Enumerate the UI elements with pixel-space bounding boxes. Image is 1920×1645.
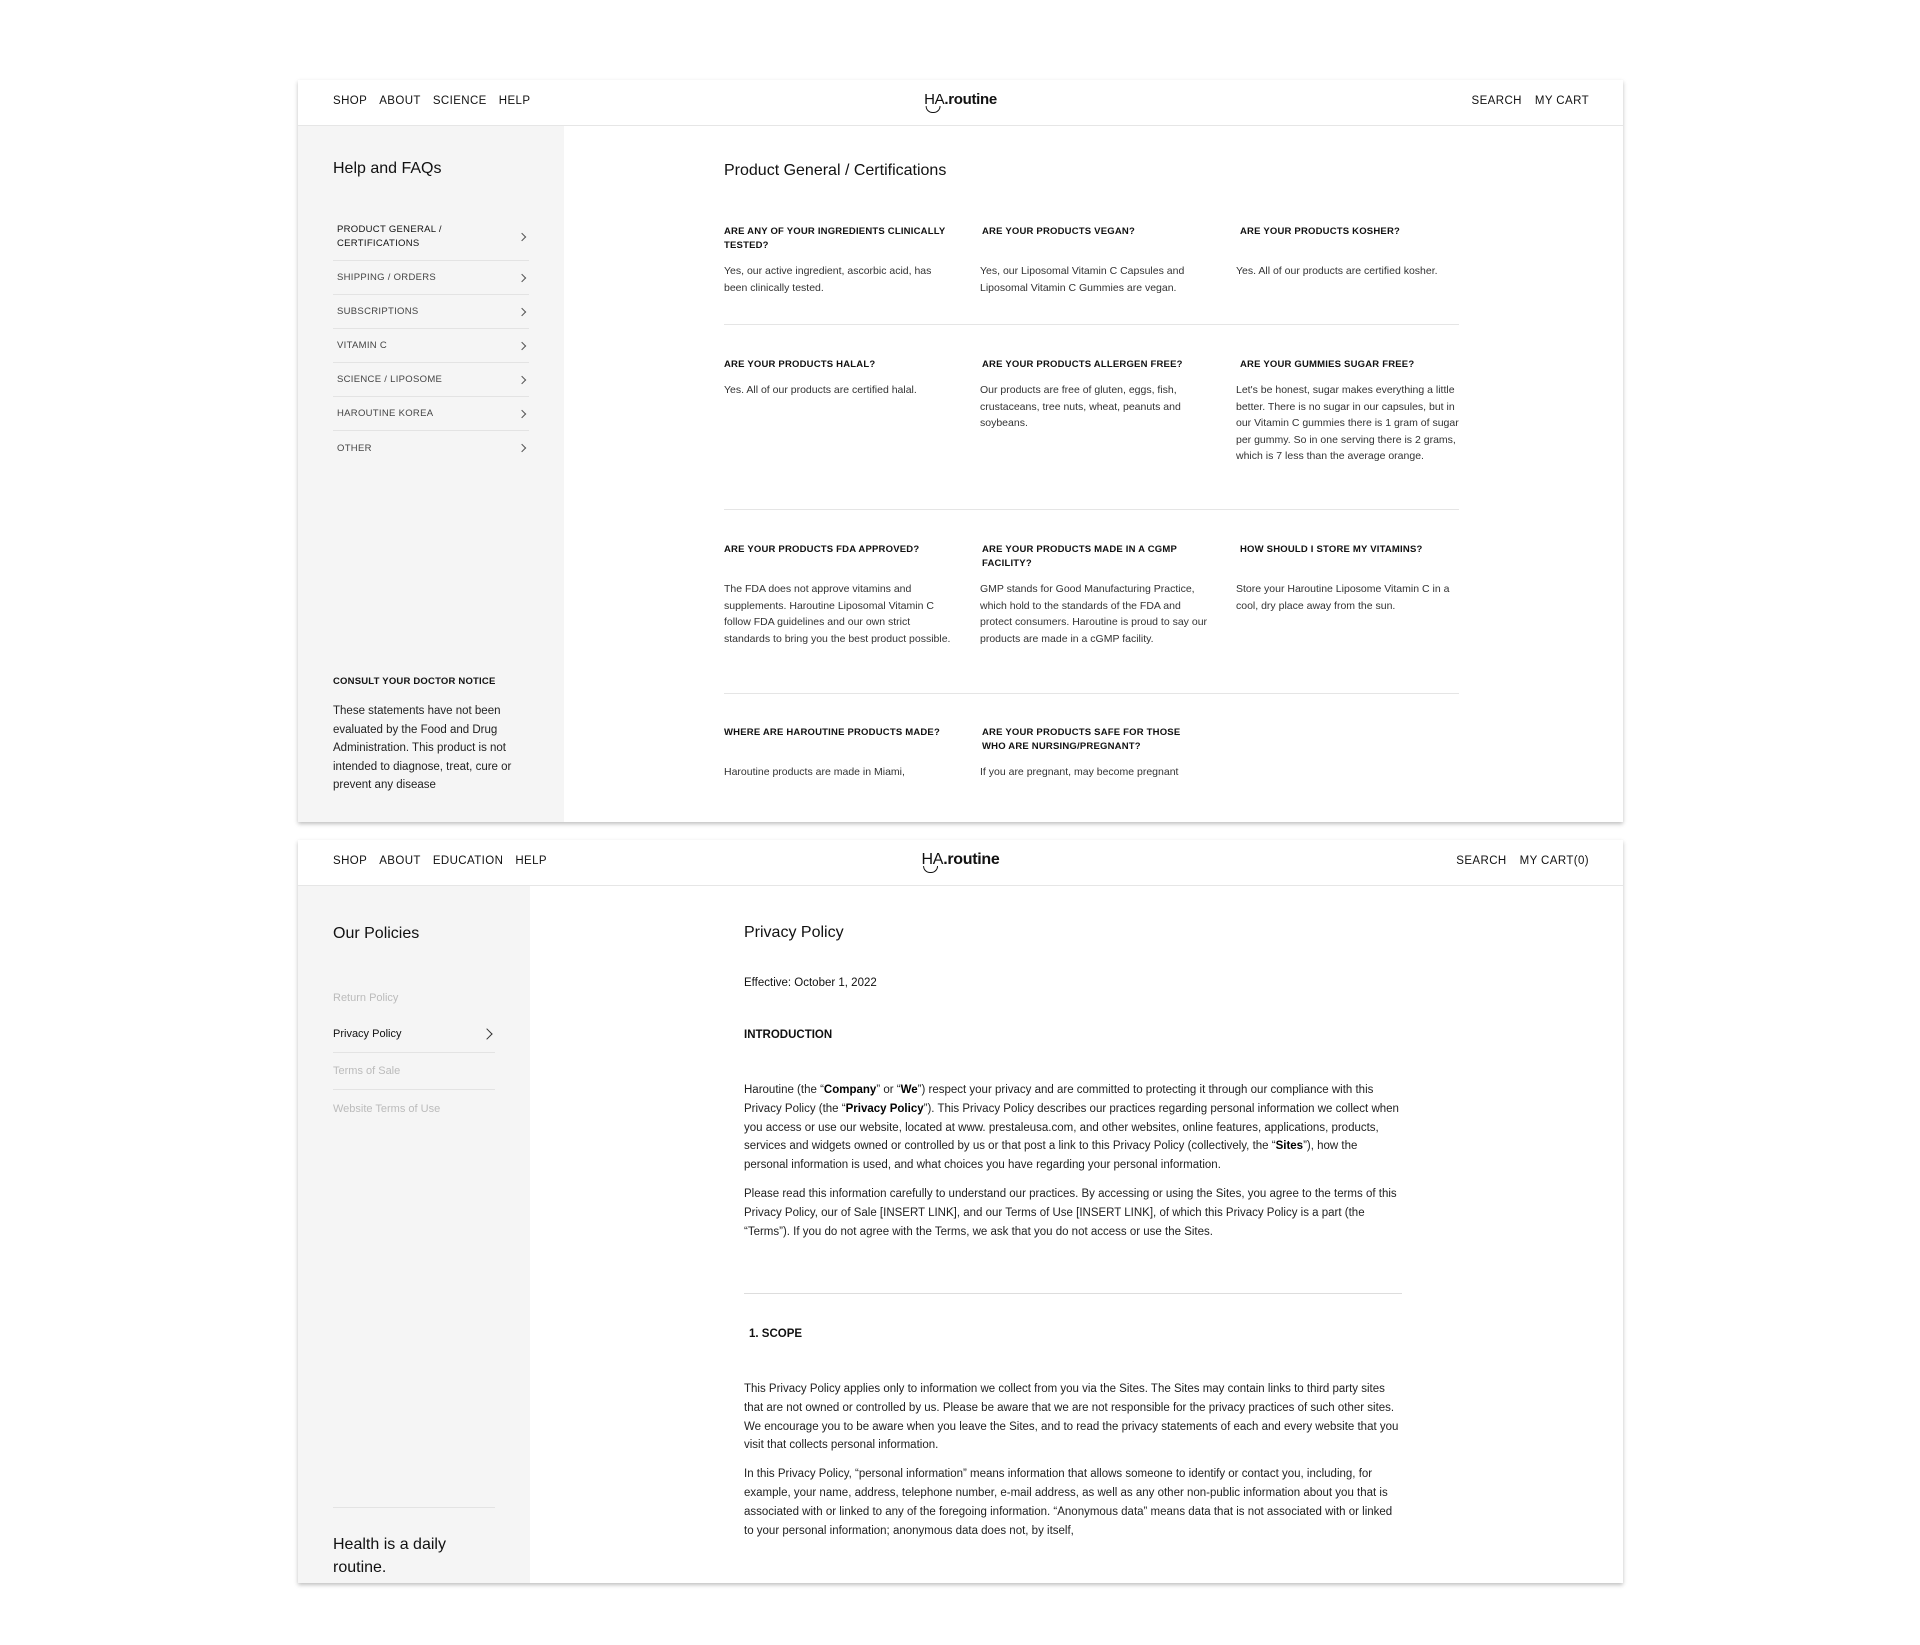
sidebar-item-label: SHIPPING / ORDERS	[337, 272, 437, 283]
chevron-right-icon	[518, 233, 526, 241]
nav-shop[interactable]: SHOP	[333, 95, 368, 107]
section-title: Product General / Certifications	[724, 162, 947, 179]
sidebar-item-label: HAROUTINE KOREA	[337, 408, 434, 419]
sidebar-item-label: SCIENCE / LIPOSOME	[337, 374, 443, 385]
smile-icon	[923, 866, 938, 873]
tagline: Health is a daily routine.	[333, 1536, 446, 1576]
faq-answer: Our products are free of gluten, eggs, fish, crustaceans, tree nuts, wheat, peanuts and soybeans.	[980, 384, 1181, 429]
section-divider	[744, 1293, 1402, 1294]
chevron-right-icon	[518, 409, 526, 417]
nav-education[interactable]: EDUCATION	[432, 855, 504, 867]
faq-answer: Yes, our active ingredient, ascorbic acid, has been clinically tested.	[724, 265, 932, 294]
sidebar-item-website-terms[interactable]	[333, 1090, 495, 1127]
faq-category-list	[333, 214, 529, 465]
faq-entry	[980, 225, 1204, 294]
scope-section	[744, 1380, 1402, 1540]
logo-word: .routine	[943, 851, 1000, 868]
faq-entry	[724, 225, 946, 294]
faq-answer: Yes. All of our products are certified kosher.	[1236, 265, 1438, 277]
faq-entry	[980, 726, 1204, 778]
logo[interactable]	[922, 851, 1000, 869]
faq-answer: Yes. All of our products are certified halal.	[724, 384, 917, 396]
smile-icon	[925, 106, 940, 113]
cart-link[interactable]: MY CART	[1534, 95, 1589, 107]
chevron-right-icon	[518, 444, 526, 452]
faq-answer: If you are pregnant, may become pregnant	[980, 766, 1179, 778]
sidebar-item-other[interactable]	[333, 431, 529, 465]
intro-paragraph-1: Haroutine (the “Company” or “We”) respect your privacy and are committed to protecting it through our compliance with this Privacy Policy (the “Privacy Policy”). This Privacy Policy describes our practices regarding personal information we collect when you access or use our website, located at www. prestaleusa.com, and other websites, online features, applications, products, services and widgets owned or controlled by us or that post a link to this Privacy Policy (collectively, the “Sites”), how the personal information is used, and what choices you have regarding your personal information.	[744, 1084, 1399, 1172]
search-link[interactable]: SEARCH	[1471, 95, 1522, 107]
utility-nav	[1456, 855, 1589, 867]
search-link[interactable]: SEARCH	[1456, 855, 1507, 867]
nav-about[interactable]: ABOUT	[379, 855, 421, 867]
faq-entry	[980, 358, 1204, 429]
header	[298, 80, 1623, 126]
intro-paragraph-2: Please read this information carefully to understand our practices. By accessing or using the Sites, you agree to the terms of this Privacy Policy, our of Sale [INSERT LINK], and our Terms of Use [INSERT LINK], of which this Privacy Policy is a part (the “Terms”). If you do not agree with the Terms, we ask that you do not access or use the Sites.	[744, 1187, 1397, 1238]
faq-screen	[298, 80, 1623, 822]
nav-science[interactable]: SCIENCE	[432, 95, 487, 107]
faq-answer: The FDA does not approve vitamins and supplements. Haroutine Liposomal Vitamin C follow FDA guidelines and our own strict standards to bring you the best product possible.	[724, 583, 951, 645]
nav-help[interactable]: HELP	[498, 95, 531, 107]
faq-entry	[1236, 225, 1462, 277]
tagline-divider	[333, 1507, 495, 1508]
scope-paragraph-2: In this Privacy Policy, “personal information” means information that allows someone to identify or contact you, including, for example, your name, address, telephone number, e-mail address, as well as any other non-public information about you that is associated with or linked to any of the foregoing information. “Anonymous data” means data that is not associated with or linked to your personal information; anonymous data does not, by itself,	[744, 1468, 1393, 1537]
policies-sidebar	[298, 886, 530, 1583]
scope-paragraph-1: This Privacy Policy applies only to information we collect from you via the Sites. The Sites may contain links to third party sites that are not owned or controlled by us. Please be aware that we are not responsible for the privacy practices of such other sites. We encourage you to be aware when you leave the Sites, and to read the privacy statements of each and every website that you visit that collects personal information.	[744, 1383, 1399, 1452]
faq-answer: Yes, our Liposomal Vitamin C Capsules and Liposomal Vitamin C Gummies are vegan.	[980, 265, 1185, 294]
faq-entry	[724, 543, 951, 645]
cart-link[interactable]: MY CART(0)	[1519, 855, 1589, 867]
row-divider	[724, 693, 1459, 694]
faq-question: ARE YOUR PRODUCTS ALLERGEN FREE?	[982, 359, 1183, 370]
faq-answer: GMP stands for Good Manufacturing Practice, which hold to the standards of the FDA and protect consumers. Haroutine is proud to say our products are made in a cGMP facility.	[980, 583, 1208, 645]
doctor-notice-body: These statements have not been evaluated by the Food and Drug Administration. This product is not intended to diagnose, treat, cure or prevent any disease	[333, 705, 512, 791]
nav-about[interactable]: ABOUT	[379, 95, 421, 107]
row-divider	[724, 324, 1459, 325]
doctor-notice-title: CONSULT YOUR DOCTOR NOTICE	[333, 676, 496, 687]
faq-question: ARE YOUR PRODUCTS KOSHER?	[1240, 226, 1401, 237]
faq-entry	[1236, 543, 1462, 612]
sidebar-title: Our Policies	[333, 925, 420, 942]
faq-question: ARE YOUR PRODUCTS FDA APPROVED?	[724, 544, 920, 555]
faq-question: HOW SHOULD I STORE MY VITAMINS?	[1240, 544, 1423, 555]
faq-entry	[724, 726, 946, 778]
logo-word: .routine	[944, 91, 997, 108]
policies-screen	[298, 840, 1623, 1583]
sidebar-item-science[interactable]	[333, 363, 529, 397]
policy-list	[333, 979, 495, 1127]
sidebar-item-label: Privacy Policy	[333, 1028, 402, 1040]
utility-nav	[1472, 95, 1589, 107]
logo-ha: HA	[924, 91, 944, 108]
faq-question: ARE YOUR PRODUCTS MADE IN A CGMP FACILITY?	[982, 544, 1177, 569]
sidebar-item-korea[interactable]	[333, 397, 529, 431]
faq-question: ARE YOUR PRODUCTS VEGAN?	[982, 226, 1135, 237]
faq-answer: Haroutine products are made in Miami,	[724, 766, 905, 778]
header	[298, 840, 1623, 886]
intro-heading: INTRODUCTION	[744, 1029, 833, 1041]
chevron-right-icon	[518, 375, 526, 383]
faq-entry	[724, 358, 946, 396]
main-nav	[333, 855, 547, 867]
logo[interactable]	[924, 91, 997, 108]
faq-question: WHERE ARE HAROUTINE PRODUCTS MADE?	[724, 727, 940, 738]
row-divider	[724, 509, 1459, 510]
faq-question: ARE ANY OF YOUR INGREDIENTS CLINICALLY TESTED?	[724, 226, 946, 251]
sidebar-item-terms-of-sale[interactable]	[333, 1053, 495, 1090]
faq-question: ARE YOUR PRODUCTS SAFE FOR THOSE WHO ARE NURSING/PREGNANT?	[982, 727, 1181, 752]
sidebar-item-product-general[interactable]	[333, 214, 529, 261]
faq-answer: Store your Haroutine Liposome Vitamin C in a cool, dry place away from the sun.	[1236, 583, 1450, 612]
scope-heading: 1. SCOPE	[749, 1328, 803, 1340]
chevron-right-icon	[481, 1028, 492, 1039]
sidebar-item-return-policy[interactable]	[333, 979, 495, 1016]
sidebar-item-label: OTHER	[337, 442, 372, 454]
sidebar-item-subscriptions[interactable]	[333, 295, 529, 329]
sidebar-item-label: VITAMIN C	[337, 340, 388, 351]
effective-date: Effective: October 1, 2022	[744, 977, 877, 989]
sidebar-item-label: SUBSCRIPTIONS	[337, 306, 419, 317]
nav-help[interactable]: HELP	[515, 855, 547, 867]
document-title: Privacy Policy	[744, 924, 844, 941]
chevron-right-icon	[518, 273, 526, 281]
sidebar-item-label: Website Terms of Use	[333, 1102, 441, 1115]
sidebar-item-label: PRODUCT GENERAL / CERTIFICATIONS	[337, 224, 442, 249]
faq-answer: Let's be honest, sugar makes everything a little better. There is no sugar in our capsules, but in our Vitamin C gummies there is 1 gram of sugar per gummy. So in one serving there is 2 grams, which is 7 less than the average orange.	[1236, 384, 1459, 462]
faq-question: ARE YOUR GUMMIES SUGAR FREE?	[1240, 359, 1415, 370]
main-nav	[333, 95, 530, 107]
sidebar-item-vitamin-c[interactable]	[333, 329, 529, 363]
chevron-right-icon	[518, 341, 526, 349]
chevron-right-icon	[518, 307, 526, 315]
faq-question: ARE YOUR PRODUCTS HALAL?	[724, 359, 876, 370]
sidebar-item-shipping[interactable]	[333, 261, 529, 295]
sidebar-item-privacy-policy[interactable]	[333, 1016, 495, 1053]
faq-sidebar	[298, 126, 564, 822]
nav-shop[interactable]: SHOP	[333, 855, 368, 867]
sidebar-title: Help and FAQs	[333, 160, 442, 177]
intro-section	[744, 1081, 1402, 1241]
faq-entry	[1236, 358, 1462, 462]
sidebar-item-label: Return Policy	[333, 991, 399, 1004]
logo-ha: HA	[922, 851, 944, 869]
faq-entry	[980, 543, 1208, 645]
sidebar-item-label: Terms of Sale	[333, 1065, 401, 1077]
